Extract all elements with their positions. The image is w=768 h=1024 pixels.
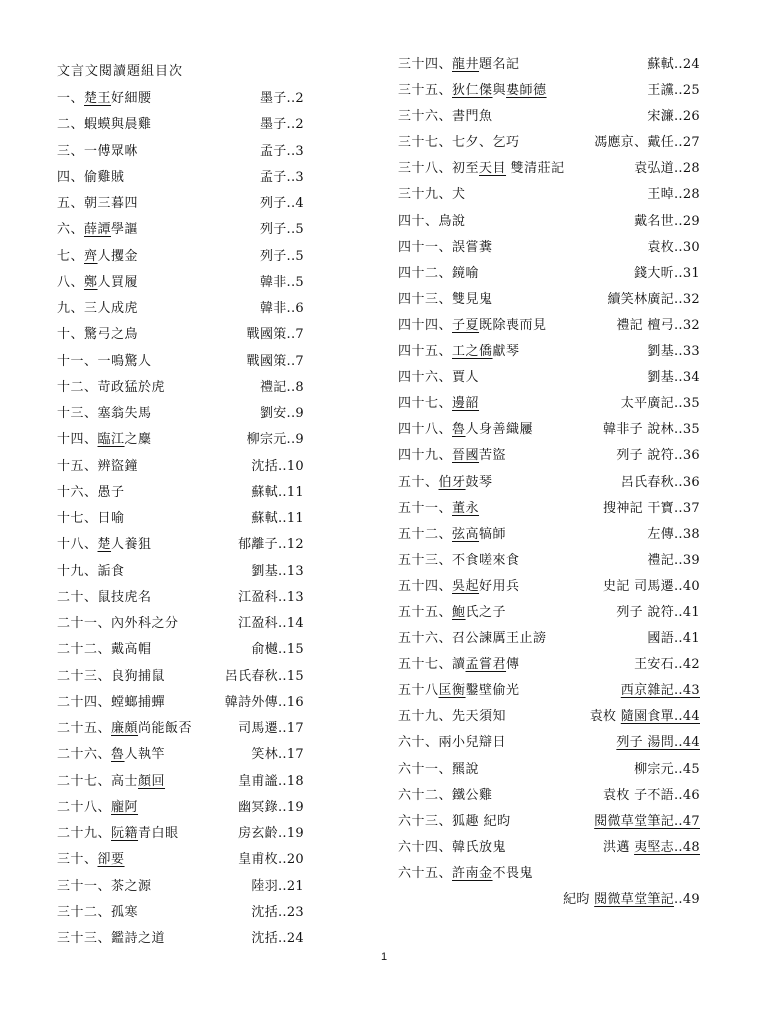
toc-entry-source: 袁枚 隨園食單..44 [589, 709, 700, 725]
toc-entry-source: 韓非子 說林..35 [603, 422, 700, 438]
toc-entry-title: 二十九、阮籍青白眼 [57, 826, 179, 841]
toc-entry-title: 十九、詬食 [57, 563, 125, 579]
toc-entry-title: 十六、愚子 [57, 484, 125, 500]
toc-entry [57, 847, 304, 873]
toc-entry-source: 閱微草堂筆記..47 [594, 813, 700, 829]
toc-entry-title: 五十三、不食嗟來食 [398, 552, 520, 568]
toc-entry [57, 401, 304, 427]
toc-entry [57, 165, 304, 191]
toc-entry-source: 戰國策..7 [246, 353, 304, 369]
toc-entry-title: 五十九、先天須知 [398, 709, 507, 725]
toc-entry [398, 861, 700, 887]
toc-entry [398, 156, 700, 182]
toc-entry-title: 十八、楚人養狙 [57, 537, 152, 553]
toc-entry [398, 261, 700, 287]
toc-entry-source: 柳宗元..45 [634, 761, 700, 777]
toc-entry-source: 柳宗元..9 [246, 432, 304, 448]
toc-entry-title: 三十五、狄仁傑與婁師德 [398, 83, 547, 99]
toc-entry [57, 795, 304, 821]
toc-entry [398, 704, 700, 730]
toc-entry-title: 二十六、魯人執竿 [57, 747, 166, 763]
toc-entry [398, 182, 700, 208]
toc-entry-title: 十七、日喻 [57, 511, 125, 526]
toc-entry-title: 二十一、內外科之分 [57, 616, 179, 631]
toc-entry-source: 袁弘道..28 [634, 161, 700, 177]
toc-entry-source: 孟子..3 [259, 143, 304, 159]
toc-entry-title: 三十四、龍井題名記 [398, 57, 520, 72]
toc-entry-source: 西京雜記..43 [620, 683, 700, 699]
toc-entry-source: 禮記..39 [647, 552, 700, 568]
toc-entry-title: 六十二、鐵公雞 [398, 787, 493, 803]
toc-entry [57, 900, 304, 926]
toc-entry [57, 532, 304, 558]
toc-entry-source: 墨子..2 [259, 91, 304, 106]
toc-entry-source: 列子 說符..41 [616, 604, 700, 620]
toc-entry-source: 馮應京、戴任..27 [594, 135, 700, 151]
toc-entry-source: 劉基..34 [647, 370, 700, 386]
toc-entry-title: 三十三、鑑詩之道 [57, 931, 166, 946]
toc-entry-title: 五十五、鮑氏之子 [398, 604, 507, 620]
toc-entry-title: 二十七、高士顏回 [57, 773, 166, 789]
toc-entry-source: 太平廣記..35 [620, 396, 700, 412]
toc-entry-title: 三十二、孤寒 [57, 904, 139, 920]
toc-entry-source: 列子..5 [259, 222, 304, 238]
toc-entry-source: 續笑林廣記..32 [607, 291, 700, 307]
toc-entry [57, 427, 304, 453]
toc-entry-title: 五十八匡衡鑿壁偷光 [398, 683, 520, 699]
toc-entry-title: 八、鄭人買履 [57, 274, 139, 290]
toc-entry-title: 五十一、董永 [398, 500, 480, 516]
toc-entry [398, 339, 700, 365]
toc-entry [398, 391, 700, 417]
toc-entry-title: 四十五、工之僑獻琴 [398, 344, 520, 360]
toc-entry-source: 劉基..33 [647, 344, 700, 360]
toc-entry-title: 二十五、廉頗尚能飯否 [57, 721, 193, 736]
toc-entry-source: 錢大昕..31 [634, 265, 700, 281]
toc-entry-title: 三十七、七夕、乞巧 [398, 135, 520, 151]
toc-entry [398, 365, 700, 391]
toc-entry-source: 袁枚..30 [647, 239, 700, 255]
toc-entry [57, 585, 304, 611]
toc-entry [398, 496, 700, 522]
toc-entry [398, 470, 700, 496]
toc-entry-title: 三十、卻要 [57, 852, 125, 868]
toc-entry [57, 926, 304, 952]
toc-entry-source: 司馬遷..17 [238, 721, 304, 736]
toc-entry-title: 二十四、螳螂捕蟬 [57, 694, 166, 710]
toc-entry-title: 十三、塞翁失馬 [57, 406, 152, 421]
toc-entry-title: 六十三、狐趣 紀昀 [398, 813, 511, 829]
toc-entry-title: 五十六、召公諫厲王止謗 [398, 631, 547, 647]
toc-entry-title: 二十八、龐阿 [57, 799, 139, 815]
toc-entry [57, 742, 304, 768]
toc-entry-title: 十、驚弓之鳥 [57, 327, 139, 343]
toc-entry-source: 沈括..10 [251, 458, 304, 474]
toc-entry [398, 287, 700, 313]
toc-entry [57, 112, 304, 138]
toc-entry [398, 730, 700, 756]
toc-entry [57, 244, 304, 270]
toc-entry [57, 454, 304, 480]
toc-entry-title: 三十六、書門魚 [398, 109, 493, 125]
toc-entry-title: 九、三人成虎 [57, 301, 139, 316]
toc-entry-source: 列子..5 [259, 248, 304, 264]
toc-entry-title: 四十一、誤嘗糞 [398, 239, 493, 255]
toc-entry-source: 江盈科..13 [238, 589, 304, 605]
toc-entry-source: 皇甫謐..18 [238, 773, 304, 789]
toc-entry [398, 104, 700, 130]
toc-entry-title: 四、偷雞賊 [57, 169, 125, 185]
toc-entry-source: 蘇軾..11 [251, 484, 304, 500]
toc-entry [57, 86, 304, 112]
toc-entry-source: 列子 說符..36 [616, 448, 700, 464]
toc-entry-title: 三、一傅眾咻 [57, 143, 139, 159]
toc-entry-title: 四十三、雙見鬼 [398, 291, 493, 307]
toc-entry [398, 209, 700, 235]
toc-entry [398, 652, 700, 678]
toc-entry-title: 十二、苛政猛於虎 [57, 379, 166, 395]
toc-entry-title: 五十四、吳起好用兵 [398, 578, 520, 594]
toc-entry-source: 俞樾..15 [251, 642, 304, 658]
toc-entry [398, 809, 700, 835]
toc-entry-source: 列子..4 [259, 196, 304, 211]
toc-entry-title: 三十九、犬 [398, 187, 466, 203]
toc-entry-title: 五十、伯牙鼓琴 [398, 474, 493, 490]
toc-entry-title: 四十九、晉國苦盜 [398, 448, 507, 464]
toc-entry-source: 戴名世..29 [634, 213, 700, 229]
toc-entry [57, 559, 304, 585]
toc-entry-source: 蘇軾..11 [251, 511, 304, 526]
toc-entry-source: 韓非..5 [259, 274, 304, 290]
toc-entry-source: 列子 湯問..44 [616, 735, 700, 751]
toc-entry-source: 皇甫枚..20 [238, 852, 304, 868]
toc-heading: 文言文閱讀題組目次 [57, 64, 184, 79]
toc-entry-source: 呂氏春秋..36 [620, 474, 700, 490]
toc-entry-source: 紀昀 閱微草堂筆記..49 [563, 892, 700, 907]
toc-entry-source: 國語..41 [647, 631, 700, 647]
toc-entry [398, 626, 700, 652]
toc-entry-title: 二十二、戴高帽 [57, 642, 152, 658]
toc-entry [57, 874, 304, 900]
toc-entry-title: 五十七、讀孟嘗君傳 [398, 657, 520, 673]
toc-entry [398, 130, 700, 156]
toc-entry [57, 139, 304, 165]
toc-entry [398, 522, 700, 548]
toc-entry-source: 孟子..3 [259, 169, 304, 185]
toc-entry-title: 二十三、良狗捕鼠 [57, 668, 166, 684]
page-number: 1 [380, 951, 388, 963]
toc-entry-title: 五十二、弦高犒師 [398, 526, 507, 542]
toc-entry-source: 禮記..8 [259, 379, 304, 395]
toc-entry-source: 陸羽..21 [251, 878, 304, 894]
toc-entry-source: 韓非..6 [259, 301, 304, 316]
toc-left-column [57, 86, 304, 952]
toc-entry-title: 五、朝三暮四 [57, 196, 139, 211]
toc-entry-title: 二十、鼠技虎名 [57, 589, 152, 605]
toc-entry-title: 十五、辨盜鐘 [57, 458, 139, 474]
toc-entry [57, 716, 304, 742]
toc-entry [57, 349, 304, 375]
toc-entry [57, 217, 304, 243]
toc-entry [398, 757, 700, 783]
toc-entry-title: 六十一、羆說 [398, 761, 480, 777]
toc-entry [57, 191, 304, 217]
toc-entry [57, 821, 304, 847]
toc-entry-source: 搜神記 干寶..37 [603, 500, 700, 516]
toc-entry-source: 王安石..42 [634, 657, 700, 673]
toc-entry-title: 六、薛譚學謳 [57, 222, 139, 238]
toc-entry [398, 835, 700, 861]
toc-entry [57, 611, 304, 637]
toc-entry-title: 一、楚王好細腰 [57, 91, 152, 106]
toc-entry-source: 洪邁 夷堅志..48 [603, 839, 700, 855]
toc-entry [398, 548, 700, 574]
toc-entry [398, 783, 700, 809]
toc-entry-title: 三十一、茶之源 [57, 878, 152, 894]
toc-entry [57, 270, 304, 296]
toc-entry [57, 690, 304, 716]
toc-entry [57, 664, 304, 690]
toc-entry-source: 呂氏春秋..15 [224, 668, 304, 684]
toc-entry-title: 十一、一鳴驚人 [57, 353, 152, 369]
toc-entry [57, 637, 304, 663]
toc-entry-source: 史記 司馬遷..40 [603, 578, 700, 594]
toc-entry-title: 七、齊人攫金 [57, 248, 139, 264]
toc-entry [398, 78, 700, 104]
toc-entry-title: 四十、鳥說 [398, 213, 466, 229]
toc-entry-source: 袁枚 子不語..46 [603, 787, 700, 803]
toc-entry [398, 52, 700, 78]
toc-entry-title: 十四、臨江之麋 [57, 432, 152, 448]
toc-entry-source: 宋濂..26 [647, 109, 700, 125]
toc-entry [57, 506, 304, 532]
toc-entry-source: 房玄齡..19 [238, 826, 304, 841]
toc-entry [57, 375, 304, 401]
toc-entry-source: 劉安..9 [259, 406, 304, 421]
toc-entry-source: 笑林..17 [251, 747, 304, 763]
toc-entry-title: 二、蝦蟆與晨雞 [57, 117, 152, 133]
toc-entry [57, 296, 304, 322]
toc-entry-title: 四十七、邊韶 [398, 396, 480, 412]
toc-entry-source: 墨子..2 [259, 117, 304, 133]
toc-entry [398, 313, 700, 339]
toc-entry [398, 887, 700, 913]
toc-entry-source: 王晫..28 [647, 187, 700, 203]
toc-entry [398, 443, 700, 469]
toc-entry [57, 480, 304, 506]
toc-entry-title: 四十六、賈人 [398, 370, 480, 386]
toc-entry-source: 韓詩外傳..16 [224, 694, 304, 710]
toc-entry-source: 江盈科..14 [238, 616, 304, 631]
toc-entry-title: 六十四、韓氏放鬼 [398, 839, 507, 855]
toc-entry [57, 322, 304, 348]
toc-entry-source: 王讜..25 [647, 83, 700, 99]
toc-entry-source: 戰國策..7 [246, 327, 304, 343]
toc-entry-title: 四十八、魯人身善織屨 [398, 422, 534, 438]
toc-entry-title: 六十五、許南金不畏鬼 [398, 865, 534, 881]
toc-entry [398, 574, 700, 600]
toc-entry-title: 四十四、子夏既除喪而見 [398, 317, 547, 333]
toc-entry-source: 幽冥錄..19 [238, 799, 304, 815]
toc-entry-source: 左傳..38 [647, 526, 700, 542]
toc-entry-title: 六十、兩小兒辯日 [398, 735, 507, 751]
toc-entry [398, 678, 700, 704]
toc-entry [398, 600, 700, 626]
toc-entry-source: 劉基..13 [251, 563, 304, 579]
toc-entry [398, 235, 700, 261]
toc-entry-source: 沈括..23 [251, 904, 304, 920]
toc-entry-title: 四十二、鏡喻 [398, 265, 480, 281]
toc-entry-source: 沈括..24 [251, 931, 304, 946]
toc-entry [57, 769, 304, 795]
toc-entry-source: 蘇軾..24 [647, 57, 700, 72]
toc-right-column [398, 52, 700, 913]
toc-entry-source: 禮記 檀弓..32 [616, 317, 700, 333]
toc-entry-title: 三十八、初至天目 雙清莊記 [398, 161, 565, 177]
toc-entry-source: 郁離子..12 [238, 537, 304, 553]
toc-entry [398, 417, 700, 443]
